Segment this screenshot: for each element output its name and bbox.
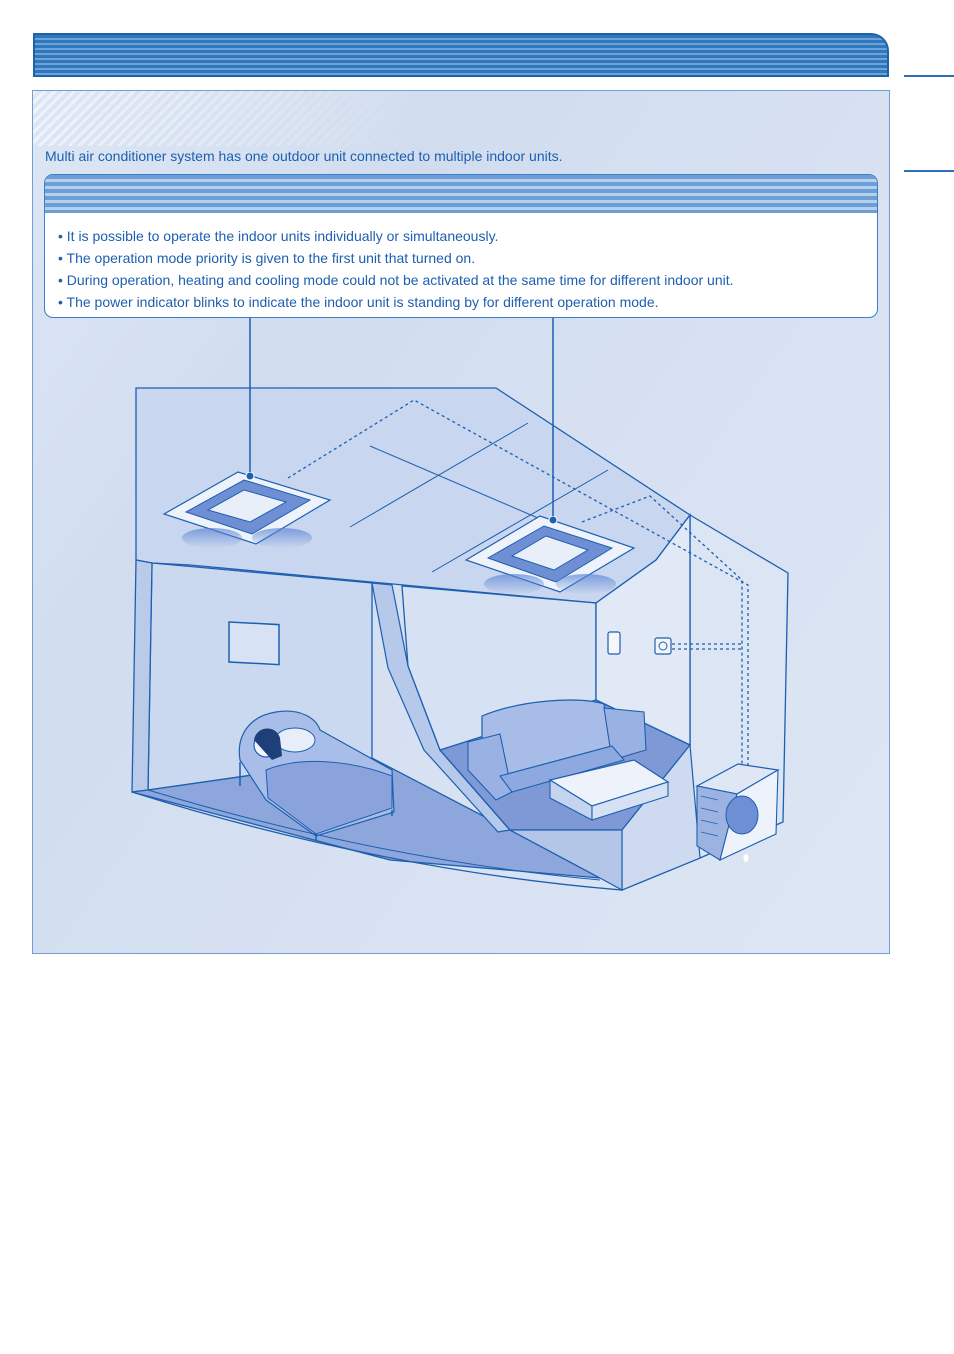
remote-controller xyxy=(608,632,620,654)
wall-picture-frame xyxy=(229,622,279,665)
intro-text: Multi air conditioner system has one outdoor unit connected to multiple indoor units. xyxy=(45,148,563,164)
note-item: • It is possible to operate the indoor units individually or simultaneously. xyxy=(58,228,499,244)
wall-controller xyxy=(655,638,671,654)
note-item: • The operation mode priority is given to the first unit that turned on. xyxy=(58,250,476,266)
note-item: • The power indicator blinks to indicate the indoor unit is standing by for different operation mode. xyxy=(58,294,659,310)
note-item: • During operation, heating and cooling mode could not be activated at the same time for different indoor unit. xyxy=(58,272,734,288)
outdoor-fan xyxy=(726,796,758,834)
